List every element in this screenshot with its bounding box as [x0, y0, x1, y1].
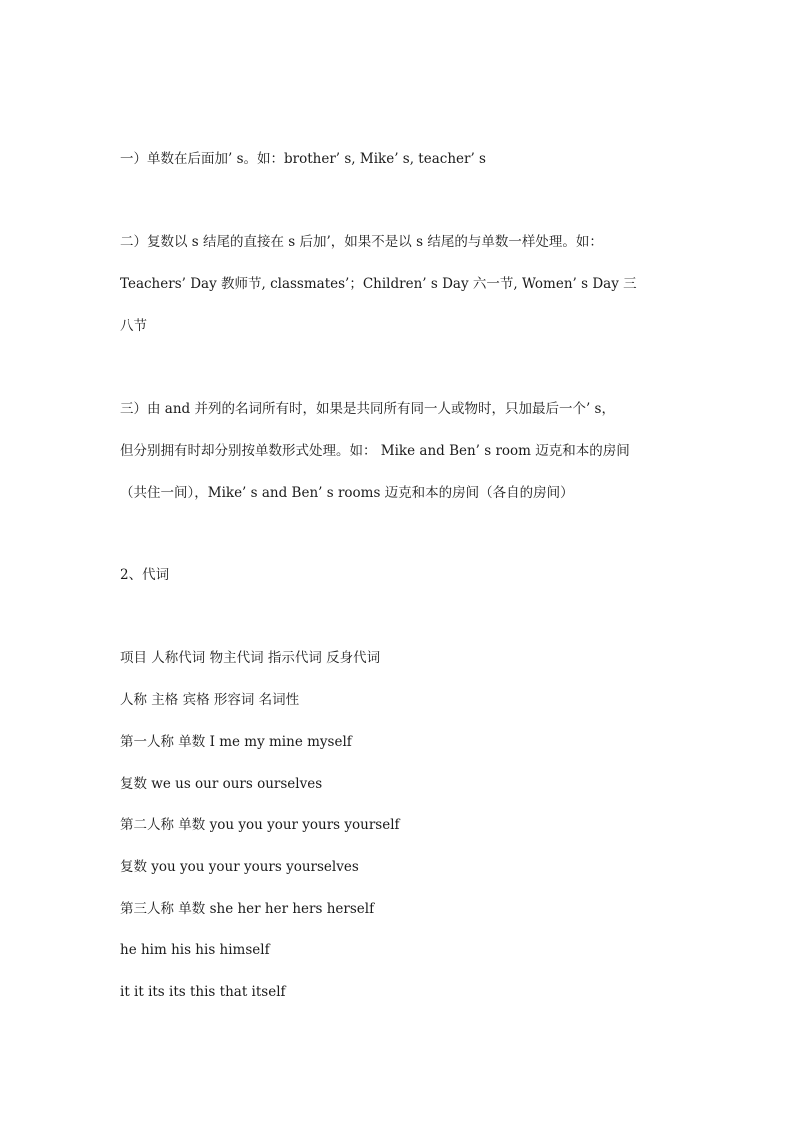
- section-heading-pronouns: 2、代词: [120, 567, 170, 583]
- paragraph-plural-possessive-line3: 八节: [120, 318, 147, 334]
- pronoun-row-second-plural: 复数 you you your yours yourselves: [120, 859, 359, 875]
- pronoun-row-third-singular-she: 第三人称 单数 she her her hers herself: [120, 901, 375, 917]
- paragraph-singular-possessive: 一）单数在后面加’ s。如：brother’ s, Mike’ s, teacher’ s: [120, 151, 486, 167]
- pronoun-row-third-singular-he: he him his his himself: [120, 942, 270, 958]
- pronoun-row-second-singular: 第二人称 单数 you you your yours yourself: [120, 817, 400, 833]
- pronoun-row-third-singular-it: it it its its this that itself: [120, 984, 286, 1000]
- paragraph-joint-possessive-line2: 但分别拥有时却分别按单数形式处理。如： Mike and Ben’ s room 迈克和本的房间: [120, 443, 630, 459]
- pronoun-row-first-plural: 复数 we us our ours ourselves: [120, 776, 323, 792]
- pronoun-table-header: 项目 人称代词 物主代词 指示代词 反身代词: [120, 650, 381, 666]
- paragraph-joint-possessive-line1: 三）由 and 并列的名词所有时，如果是共同所有同一人或物时，只加最后一个’ s，: [120, 401, 615, 417]
- paragraph-plural-possessive-line2: Teachers’ Day 教师节, classmates’；Children’ s Day 六一节, Women’ s Day 三: [120, 276, 637, 292]
- paragraph-joint-possessive-line3: （共住一间），Mike’ s and Ben’ s rooms 迈克和本的房间（各自的房间）: [120, 485, 574, 501]
- pronoun-row-first-singular: 第一人称 单数 I me my mine myself: [120, 734, 352, 750]
- pronoun-table-subheader: 人称 主格 宾格 形容词 名词性: [120, 692, 300, 708]
- paragraph-plural-possessive-line1: 二）复数以 s 结尾的直接在 s 后加’，如果不是以 s 结尾的与单数一样处理。如：: [120, 234, 603, 250]
